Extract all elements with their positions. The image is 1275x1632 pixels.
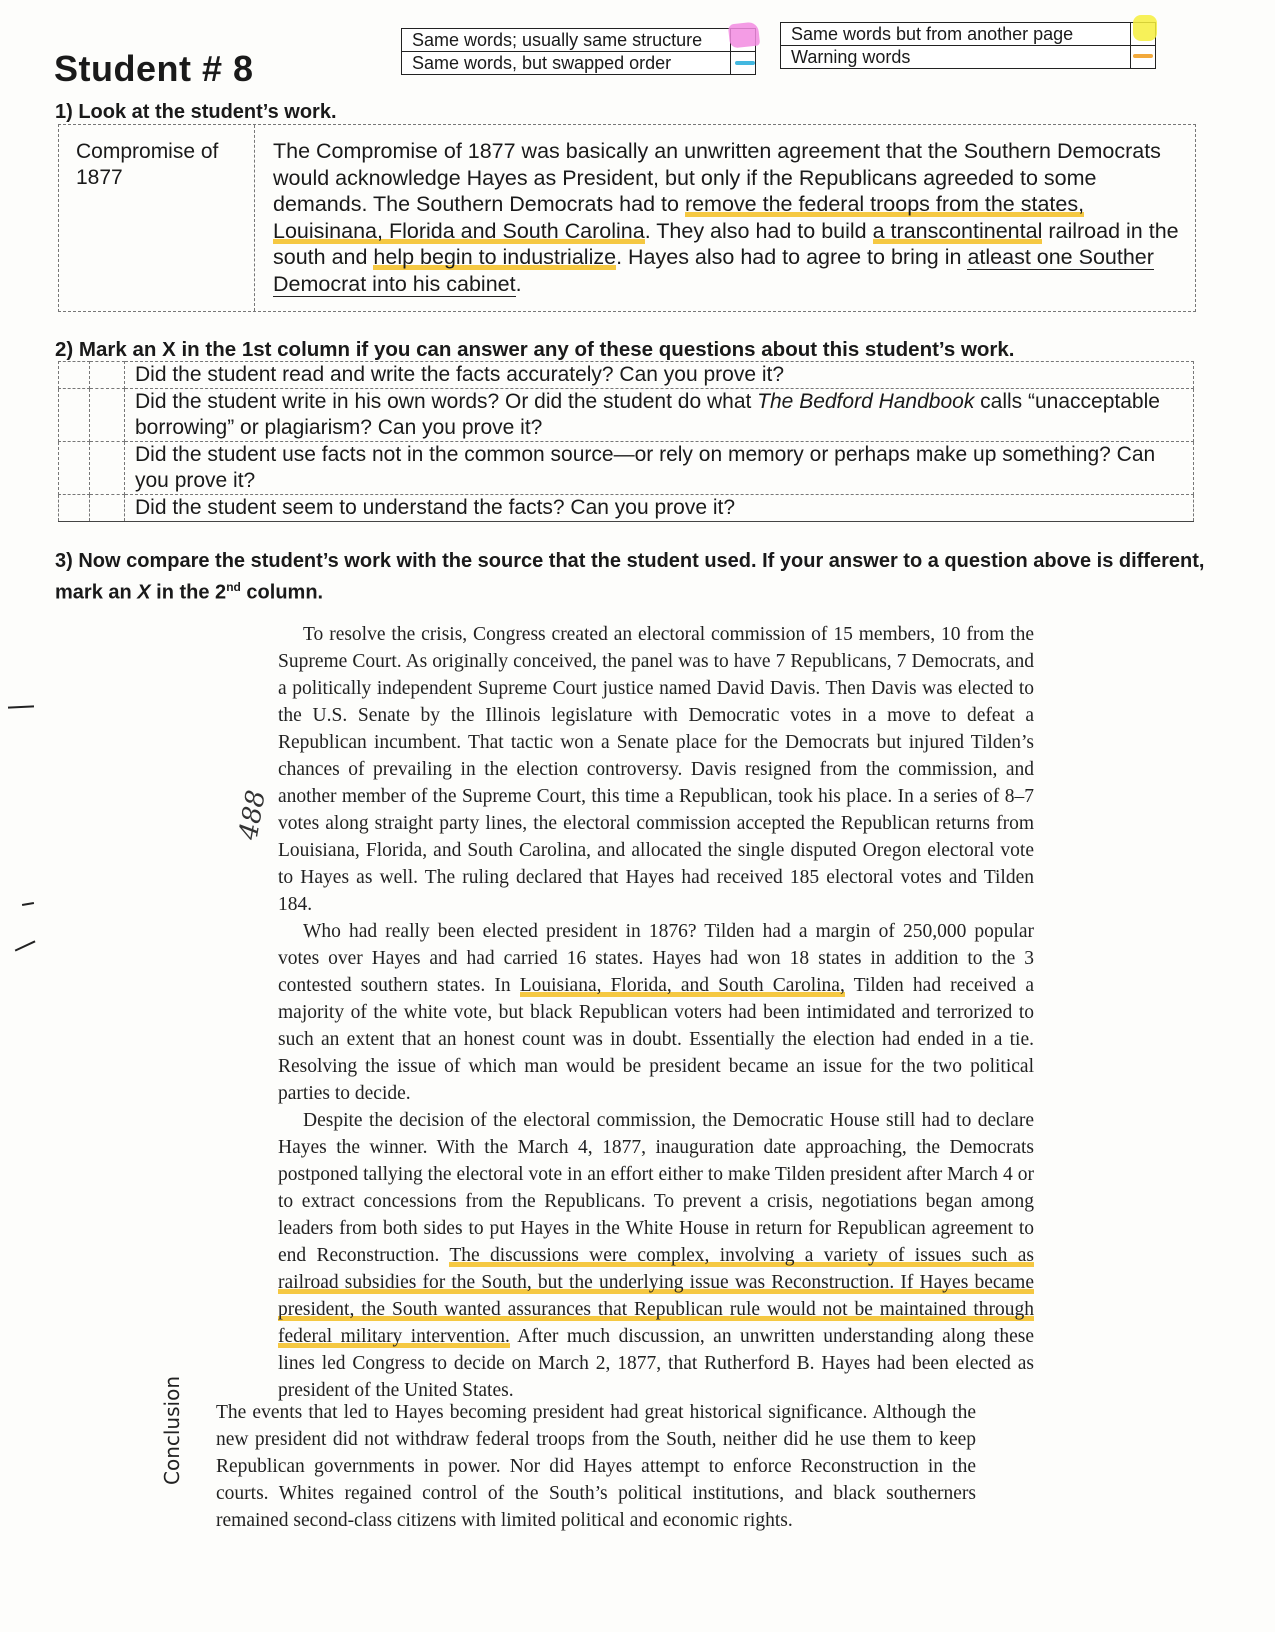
question-text-part: Did the student write in his own words? Or did the student do what <box>135 390 758 413</box>
source-text-part: Who had really been elected president in 1876? Tilden had a margin of 250,000 popular votes over Hayes and had carried 16 states. Hayes had won 18 states in addition to the 3 contested southern states. In <box>278 921 1034 996</box>
source-paragraph: The events that led to Hayes becoming president had great historical significance. Although the new president did not withdraw federal troops from the South, neither did he use them to keep Republican governments in power. Nor did Hayes attempt to enforce Reconstruction in the courts. Whites regained control of the South’s political institutions, and black southerners remained second-class citizens with limited political and economic rights. <box>216 1402 976 1531</box>
work-text: The Compromise of 1877 was basically an unwritten agreement that the Southern Democrats would acknowledge Hayes as President, but only if the Republicans agreeded to some demands. The Southern Democrats had to <box>273 139 1161 216</box>
page-title: Student # 8 <box>54 48 254 89</box>
legend-left <box>401 28 756 75</box>
source-paragraph: To resolve the crisis, Congress created an electoral commission of 15 members, 10 from the Supreme Court. As originally conceived, the panel was to have 7 Republicans, 7 Democrats, and a politically independent Supreme Court justice named David Davis. Then Davis was elected to the U.S. Senate by the Illinois legislature with Democratic votes in a move to defeat a Republican incumbent. That tactic won a Senate place for the Democrats but injured Tilden’s chances of prevailing in the election controversy. Davis resigned from the commission, and another member of the Supreme Court, this time a Republican, took his place. In a series of 8–7 votes along straight party lines, the electoral commission accepted the Republican returns from Louisiana, Florida, and South Carolina, and allocated the single disputed Oregon electoral vote to Hayes as well. The ruling declared that Hayes had received 185 electoral votes and Tilden 184. <box>278 624 1034 915</box>
handwritten-page-number: 488 <box>233 787 272 843</box>
work-text: railroad in the south and <box>273 218 1179 269</box>
work-topic: Compromise of 1877 <box>59 125 255 311</box>
second-column-checkbox[interactable] <box>90 389 125 442</box>
second-column-checkbox[interactable] <box>90 362 125 389</box>
section2-heading: 2) Mark an X in the 1st column if you can answer any of these questions about this student’s work. <box>55 338 1015 361</box>
yellow-highlight-swatch <box>1131 23 1155 45</box>
second-column-checkbox[interactable] <box>90 442 125 495</box>
question-row <box>59 442 1194 495</box>
question-row <box>59 495 1194 522</box>
second-column-checkbox[interactable] <box>90 495 125 522</box>
section1-heading: 1) Look at the student’s work. <box>55 101 337 123</box>
work-text: . <box>515 271 522 296</box>
section3-heading <box>55 548 1205 606</box>
source-text-part: Tilden had received a majority of the white vote, but black Republican voters had been intimidated and terrorized to such an extent that an honest count was in doubt. Essentially the election had ended in a tie. Resolving the issue of which man would be president became an issue for the two political parties to decide. <box>278 975 1034 1104</box>
first-column-checkbox[interactable] <box>59 495 90 522</box>
legend-label: Warning words <box>781 46 1131 68</box>
blue-highlight-swatch <box>731 52 755 74</box>
source-text <box>278 621 1034 1404</box>
conclusion-side-label: Conclusion <box>160 1376 184 1485</box>
heading-text: in the 2 <box>150 581 227 604</box>
source-text-part: Despite the decision of the electoral commission, the Democratic House still had to declare Hayes the winner. With the March 4, 1877, inauguration date approaching, the Democrats postponed tallying the electoral vote in an effort either to make Tilden president after March 4 or to extract concessions from the Republicans. To prevent a crisis, negotiations began among leaders from both sides to put Hayes in the White House in return for Republican agreement to end Reconstruction. <box>278 1110 1034 1266</box>
highlighted-phrase: remove the federal troops from the states, Louisinana, Florida and South Carolina <box>273 192 1085 243</box>
source-paragraph <box>278 1107 1034 1404</box>
legend-row <box>781 46 1155 68</box>
conclusion-text <box>216 1399 976 1534</box>
first-column-checkbox[interactable] <box>59 362 90 389</box>
source-text-part: After much discussion, an unwritten understanding along these lines led Congress to decide on March 2, 1877, that Rutherford B. Hayes had been elected as president of the United States. <box>278 1326 1034 1401</box>
work-text: . They also had to build <box>644 218 873 243</box>
question-text: Did the student seem to understand the facts? Can you prove it? <box>125 495 1194 522</box>
heading-text: column. <box>240 581 324 604</box>
work-text: . Hayes also had to agree to bring in <box>616 245 968 269</box>
question-text-part: calls “unacceptable borrowing” or plagiarism? Can you prove it? <box>135 390 1160 439</box>
heading-superscript: nd <box>226 580 241 594</box>
book-title: The Bedford Handbook <box>757 390 975 413</box>
student-work-box <box>58 124 1196 312</box>
underlined-phrase: atleast one Souther Democrat into his cabinet <box>273 245 1154 296</box>
question-text: Did the student read and write the facts accurately? Can you prove it? <box>125 362 1194 389</box>
question-row <box>59 389 1194 442</box>
pink-highlight-swatch <box>731 29 755 51</box>
heading-text: 3) Now compare the student’s work with the source that the student used. If your answer to a question above is different, mark an <box>55 550 1205 604</box>
legend-label: Same words, but swapped order <box>402 52 731 74</box>
legend-row <box>402 52 755 74</box>
legend-label: Same words but from another page <box>781 23 1131 45</box>
highlighted-phrase: Louisiana, Florida, and South Carolina, <box>519 975 845 996</box>
legend-row <box>402 29 755 52</box>
legend-label: Same words; usually same structure <box>402 29 731 51</box>
question-text <box>125 389 1194 442</box>
legend-row <box>781 23 1155 46</box>
question-text: Did the student use facts not in the common source—or rely on memory or perhaps make up something? Can you prove it? <box>125 442 1194 495</box>
orange-highlight-swatch <box>1131 46 1155 68</box>
highlighted-phrase: help begin to industrialize <box>373 245 617 269</box>
legend-right <box>780 22 1156 69</box>
question-row <box>59 362 1194 389</box>
source-paragraph <box>278 918 1034 1107</box>
questions-table <box>58 361 1194 522</box>
first-column-checkbox[interactable] <box>59 389 90 442</box>
highlighted-phrase: a transcontinental <box>872 218 1043 243</box>
heading-text: X <box>137 581 151 604</box>
highlighted-phrase: The discussions were complex, involving a variety of issues such as railroad subsidies for the South, but the underlying issue was Reconstruction. If Hayes became president, the South wanted assurances that Republican rule would not be maintained through federal military intervention. <box>278 1245 1034 1347</box>
scan-mark <box>22 902 34 906</box>
student-work-text <box>255 125 1195 311</box>
first-column-checkbox[interactable] <box>59 442 90 495</box>
scan-mark <box>8 705 34 708</box>
scan-mark <box>15 940 36 951</box>
